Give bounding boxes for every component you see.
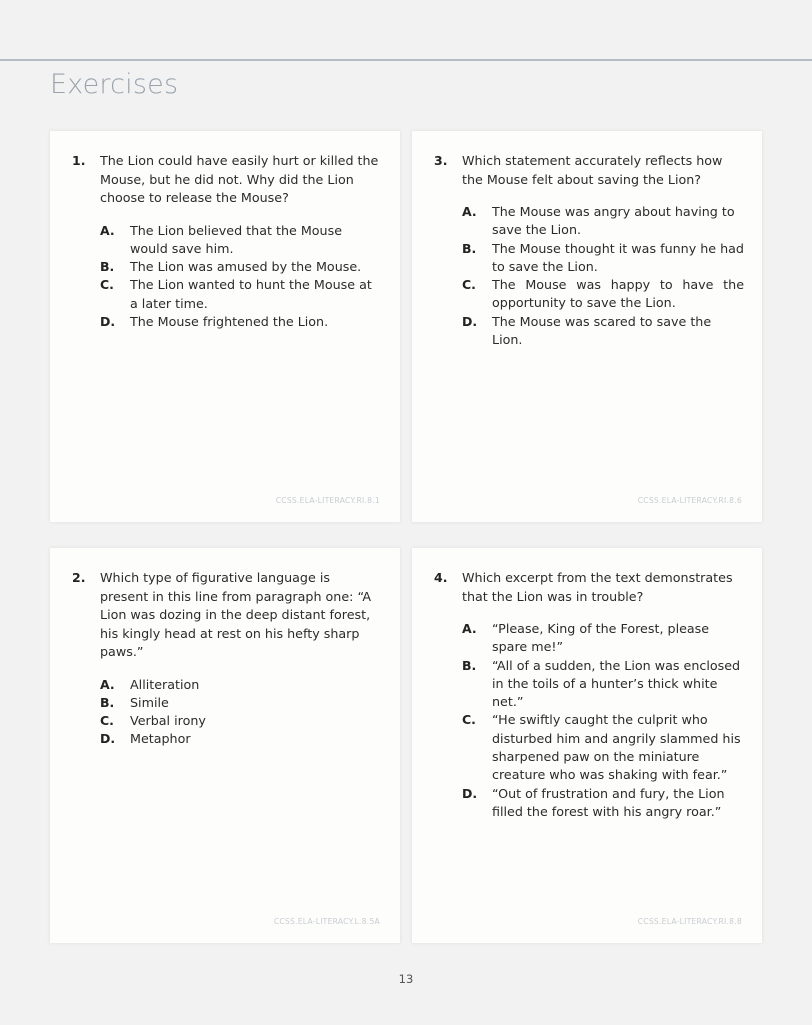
answer-option[interactable] [462,313,744,350]
question-stem-row [72,152,382,208]
option-text: The Lion believed that the Mouse would save him. [130,222,342,256]
answer-option[interactable] [462,657,744,712]
option-letter: A. [100,676,115,692]
option-letter: D. [100,731,116,747]
option-letter: B. [100,259,115,275]
question-text: Which excerpt from the text demonstrates that the Lion was in trouble? [462,570,733,604]
option-text: Alliteration [130,676,200,692]
option-text: The Mouse was angry about having to save the Lion. [492,204,735,238]
answer-option[interactable] [100,730,382,748]
option-letter: A. [462,204,477,219]
option-text: “He swiftly caught the culprit who disturbed him and angrily slammed his sharpened paw on the miniature creature who was shaking with fear.” [492,712,741,783]
option-text: The Mouse frightened the Lion. [130,313,329,329]
option-letter: A. [100,222,115,238]
option-text: “Please, King of the Forest, please spare me!” [492,621,710,655]
standard-tag: CCSS.ELA-LITERACY.RI.8.6 [637,496,742,505]
option-text: “All of a sudden, the Lion was enclosed in the toils of a hunter’s thick white net.” [492,657,741,710]
answer-options-list [72,222,382,332]
answer-option[interactable] [462,276,744,313]
option-letter: D. [462,785,478,801]
option-letter: C. [100,277,114,293]
question-card [50,131,400,522]
standard-tag: CCSS.ELA-LITERACY.L.8.5A [273,917,380,926]
option-letter: A. [462,621,477,636]
answer-option[interactable] [462,203,744,240]
standard-tag: CCSS.ELA-LITERACY.RI.8.1 [275,496,380,505]
question-number: 3. [434,153,448,168]
question-number: 1. [72,153,86,168]
option-text: The Lion wanted to hunt the Mouse at a later time. [130,277,372,311]
option-letter: B. [100,694,115,710]
question-stem-row [72,569,382,662]
option-letter: D. [100,313,116,329]
option-letter: C. [462,277,476,293]
answer-option[interactable] [100,712,382,730]
answer-option[interactable] [462,711,744,784]
option-letter: B. [462,240,477,256]
option-text: Metaphor [130,731,191,747]
question-stem-row [434,569,744,606]
option-text: The Mouse thought it was funny he had to save the Lion. [492,240,744,274]
option-text: Verbal irony [130,713,206,729]
answer-option[interactable] [100,676,382,694]
header-divider-rule [0,59,812,61]
option-letter: D. [462,313,478,329]
question-text: Which type of figurative language is present in this line from paragraph one: “A Lion was dozing in the deep distant forest, his kingly head at rest on his hefty sharp paws.” [100,570,372,659]
question-text: The Lion could have easily hurt or killed the Mouse, but he did not. Why did the Lion choose to release the Mouse? [100,153,379,205]
option-text: The Mouse was happy to have the opportunity to save the Lion. [492,277,744,311]
option-letter: C. [462,712,476,728]
question-card [412,548,762,943]
answer-option[interactable] [462,240,744,277]
exercise-card-grid [50,131,762,943]
option-text: The Lion was amused by the Mouse. [130,259,362,275]
page-number: 13 [398,972,414,986]
answer-option[interactable] [100,258,382,276]
answer-option[interactable] [462,785,744,822]
question-card [50,548,400,943]
answer-option[interactable] [462,620,744,657]
answer-option[interactable] [100,276,382,313]
question-card [412,131,762,522]
answer-options-list [434,620,744,821]
standard-tag: CCSS.ELA-LITERACY.RI.8.8 [637,917,742,926]
question-number: 2. [72,570,86,585]
question-text: Which statement accurately reflects how the Mouse felt about saving the Lion? [462,153,723,187]
option-letter: C. [100,713,114,729]
page-title: Exercises [50,69,179,100]
question-number: 4. [434,570,448,585]
question-stem-row [434,152,744,189]
answer-options-list [434,203,744,349]
answer-options-list [72,676,382,749]
answer-option[interactable] [100,222,382,259]
answer-option[interactable] [100,313,382,331]
top-margin-band [0,0,812,59]
answer-option[interactable] [100,694,382,712]
option-text: Simile [130,694,169,710]
option-text: The Mouse was scared to save the Lion. [492,313,712,348]
option-text: “Out of frustration and fury, the Lion filled the forest with his angry roar.” [492,785,725,819]
option-letter: B. [462,657,477,673]
